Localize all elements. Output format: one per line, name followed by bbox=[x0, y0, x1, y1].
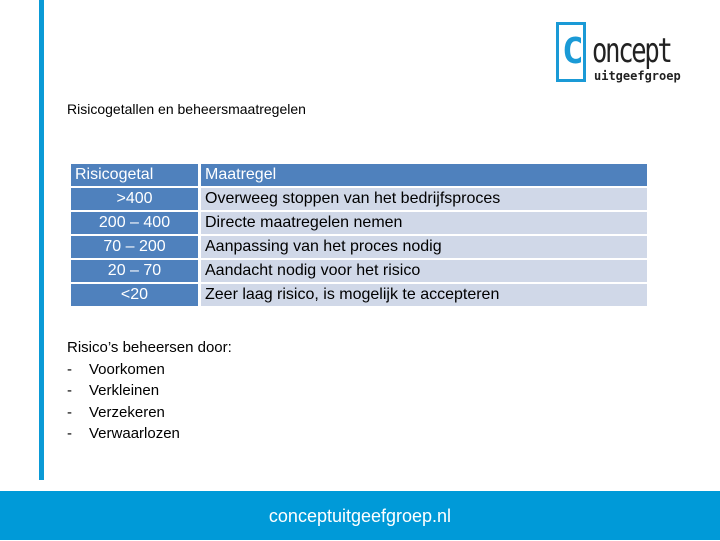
measure: Overweeg stoppen van het bedrijfsproces bbox=[201, 188, 647, 210]
control-list bbox=[67, 337, 232, 445]
table-row bbox=[71, 212, 647, 234]
concept-logo bbox=[556, 22, 696, 88]
table-row bbox=[71, 236, 647, 258]
accent-bar bbox=[39, 0, 44, 480]
list-heading: Risico’s beheersen door: bbox=[67, 339, 232, 356]
logo-word: oncept bbox=[592, 31, 671, 71]
logo-sub: uitgeefgroep bbox=[594, 69, 681, 83]
risk-value: 20 – 70 bbox=[71, 260, 198, 282]
header-maatregel: Maatregel bbox=[201, 164, 647, 186]
list-item-label: Verkleinen bbox=[89, 382, 160, 399]
risk-value: >400 bbox=[71, 188, 198, 210]
footer-link[interactable]: conceptuitgeefgroep.nl bbox=[268, 506, 452, 526]
measure: Aanpassing van het proces nodig bbox=[201, 236, 647, 258]
measure: Aandacht nodig voor het risico bbox=[201, 260, 647, 282]
risk-table bbox=[68, 162, 650, 308]
risk-value: 200 – 400 bbox=[71, 212, 198, 234]
bullet: - bbox=[67, 425, 72, 442]
list-item bbox=[67, 359, 232, 381]
table-row bbox=[71, 188, 647, 210]
page-title: Risicogetallen en beheersmaatregelen bbox=[67, 101, 306, 117]
list-item bbox=[67, 380, 232, 402]
table-header-row bbox=[71, 164, 647, 186]
bullet: - bbox=[67, 360, 72, 378]
list-item-label: Verwaarlozen bbox=[89, 425, 180, 442]
footer bbox=[0, 491, 720, 540]
measure: Directe maatregelen nemen bbox=[201, 212, 647, 234]
list-item bbox=[67, 402, 232, 424]
risk-value: 70 – 200 bbox=[71, 236, 198, 258]
list-item bbox=[67, 423, 232, 445]
table-row bbox=[71, 284, 647, 306]
logo-mark: C bbox=[562, 31, 584, 72]
bullet: - bbox=[67, 403, 72, 421]
bullet: - bbox=[67, 382, 72, 399]
list-item-label: Voorkomen bbox=[89, 360, 165, 378]
header-risicogetal: Risicogetal bbox=[71, 164, 198, 186]
list-item-label: Verzekeren bbox=[89, 403, 165, 421]
measure: Zeer laag risico, is mogelijk te accepteren bbox=[201, 284, 647, 306]
risk-value: <20 bbox=[71, 284, 198, 306]
table-row bbox=[71, 260, 647, 282]
